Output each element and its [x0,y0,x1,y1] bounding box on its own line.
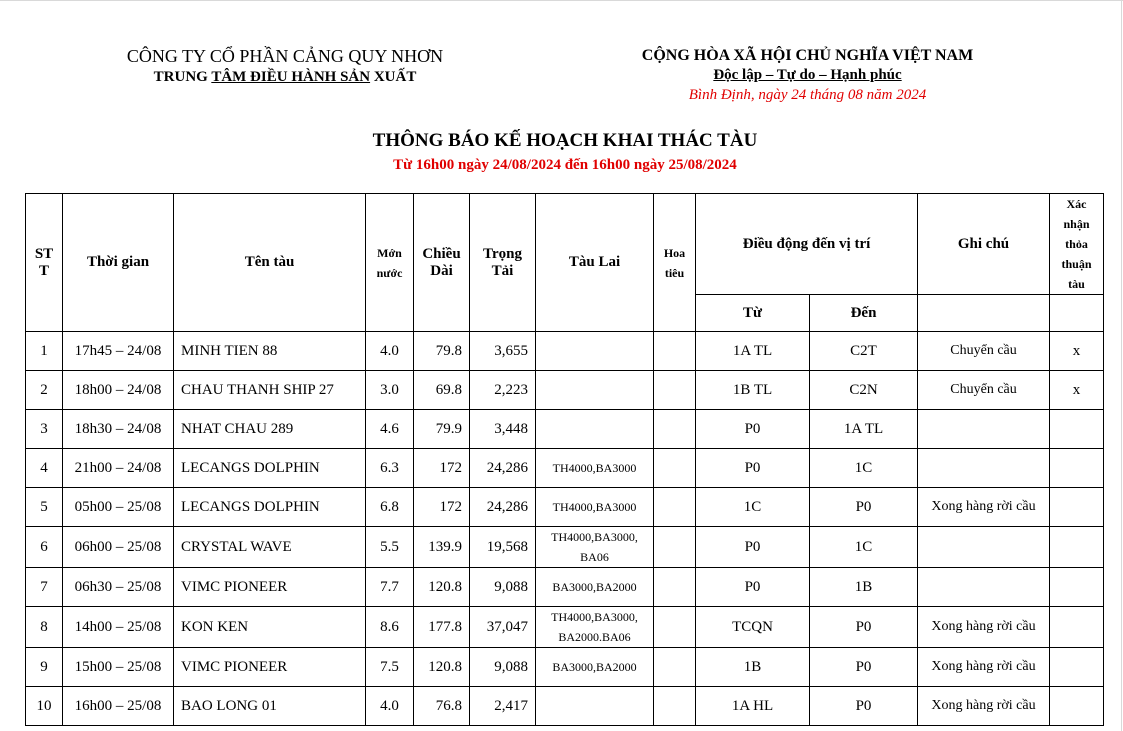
cell-dwt: 2,223 [470,371,536,410]
cell-draft: 5.5 [366,527,414,568]
col-pilot: Hoa tiêu [654,194,696,332]
notice-subtitle: Từ 16h00 ngày 24/08/2024 đến 16h00 ngày 25/08/2024 [393,157,737,173]
cell-time: 18h00 – 24/08 [63,371,174,410]
cell-stt: 7 [26,568,63,607]
cell-stt: 4 [26,449,63,488]
cell-dwt: 19,568 [470,527,536,568]
table-row [26,568,1104,607]
cell-length: 172 [414,449,470,488]
table-row [26,648,1104,687]
cell-pilot [654,687,696,726]
company-name: CÔNG TY CỔ PHẦN CẢNG QUY NHƠN [126,46,444,66]
cell-note [918,449,1050,488]
cell-length: 139.9 [414,527,470,568]
place-date: Bình Định, ngày 24 tháng 08 năm 2024 [688,87,927,103]
table-row [26,410,1104,449]
cell-tug: BA3000,BA2000 [536,648,654,687]
cell-stt: 2 [26,371,63,410]
cell-pilot [654,607,696,648]
cell-confirm [1050,687,1104,726]
cell-ship: CRYSTAL WAVE [174,527,366,568]
cell-tug: TH4000,BA3000, BA06 [536,527,654,568]
cell-time: 16h00 – 25/08 [63,687,174,726]
table-header-row [26,194,1104,295]
cell-confirm: x [1050,332,1104,371]
cell-pilot [654,488,696,527]
col-draft: Mớn nước [366,194,414,332]
cell-ship: KON KEN [174,607,366,648]
cell-from: 1B [696,648,810,687]
cell-stt: 8 [26,607,63,648]
cell-note [918,568,1050,607]
cell-ship: BAO LONG 01 [174,687,366,726]
col-confirm: Xác nhận thỏa thuận tàu [1050,194,1104,295]
cell-tug: TH4000,BA3000 [536,449,654,488]
cell-length: 76.8 [414,687,470,726]
cell-pilot [654,527,696,568]
cell-dwt: 9,088 [470,568,536,607]
cell-time: 06h30 – 25/08 [63,568,174,607]
cell-length: 172 [414,488,470,527]
cell-time: 17h45 – 24/08 [63,332,174,371]
cell-draft: 3.0 [366,371,414,410]
cell-ship: MINH TIEN 88 [174,332,366,371]
cell-time: 21h00 – 24/08 [63,449,174,488]
cell-draft: 6.3 [366,449,414,488]
cell-time: 05h00 – 25/08 [63,488,174,527]
cell-from: P0 [696,449,810,488]
cell-dwt: 3,448 [470,410,536,449]
cell-to: 1C [810,527,918,568]
department-name: TRUNG TÂM ĐIỀU HÀNH SẢN XUẤT [153,69,417,85]
cell-length: 79.8 [414,332,470,371]
cell-stt: 3 [26,410,63,449]
cell-draft: 7.7 [366,568,414,607]
cell-length: 177.8 [414,607,470,648]
page-right-border [1121,0,1122,731]
cell-from: P0 [696,527,810,568]
cell-time: 14h00 – 25/08 [63,607,174,648]
table-row [26,488,1104,527]
col-confirm-blank [1050,295,1104,332]
col-time: Thời gian [63,194,174,332]
cell-note [918,527,1050,568]
cell-to: 1A TL [810,410,918,449]
cell-confirm [1050,410,1104,449]
col-to: Đến [810,295,918,332]
col-dwt: Trọng Tải [470,194,536,332]
cell-to: C2T [810,332,918,371]
cell-ship: VIMC PIONEER [174,648,366,687]
cell-draft: 4.0 [366,687,414,726]
cell-ship: LECANGS DOLPHIN [174,449,366,488]
cell-dwt: 24,286 [470,449,536,488]
table-row [26,449,1104,488]
cell-ship: CHAU THANH SHIP 27 [174,371,366,410]
cell-from: P0 [696,410,810,449]
cell-tug [536,687,654,726]
cell-pilot [654,648,696,687]
cell-time: 06h00 – 25/08 [63,527,174,568]
cell-confirm [1050,527,1104,568]
cell-to: P0 [810,488,918,527]
cell-to: P0 [810,687,918,726]
cell-time: 18h30 – 24/08 [63,410,174,449]
cell-note: Chuyển cầu [918,332,1050,371]
cell-ship: LECANGS DOLPHIN [174,488,366,527]
cell-dwt: 9,088 [470,648,536,687]
table-row [26,607,1104,648]
cell-pilot [654,371,696,410]
cell-stt: 1 [26,332,63,371]
cell-tug [536,410,654,449]
cell-dwt: 3,655 [470,332,536,371]
cell-pilot [654,332,696,371]
table-row [26,687,1104,726]
cell-pilot [654,449,696,488]
cell-draft: 4.6 [366,410,414,449]
cell-confirm [1050,568,1104,607]
cell-draft: 8.6 [366,607,414,648]
cell-stt: 9 [26,648,63,687]
cell-from: P0 [696,568,810,607]
cell-draft: 6.8 [366,488,414,527]
cell-note: Xong hàng rời cầu [918,687,1050,726]
cell-to: P0 [810,648,918,687]
col-notes: Ghi chú [918,194,1050,295]
cell-ship: NHAT CHAU 289 [174,410,366,449]
republic-heading: CỘNG HÒA XÃ HỘI CHỦ NGHĨA VIỆT NAM [641,47,974,64]
cell-to: 1C [810,449,918,488]
cell-tug: TH4000,BA3000 [536,488,654,527]
cell-pilot [654,568,696,607]
cell-from: 1B TL [696,371,810,410]
cell-note: Xong hàng rời cầu [918,648,1050,687]
cell-length: 69.8 [414,371,470,410]
cell-note: Xong hàng rời cầu [918,488,1050,527]
col-notes-blank [918,295,1050,332]
col-move: Điều động đến vị trí [696,194,918,295]
motto: Độc lập – Tự do – Hạnh phúc [713,67,902,83]
cell-from: TCQN [696,607,810,648]
table-row [26,332,1104,371]
cell-note: Chuyển cầu [918,371,1050,410]
cell-stt: 6 [26,527,63,568]
cell-ship: VIMC PIONEER [174,568,366,607]
cell-from: 1A HL [696,687,810,726]
notice-title: THÔNG BÁO KẾ HOẠCH KHAI THÁC TÀU [372,130,758,151]
cell-confirm [1050,648,1104,687]
cell-confirm: x [1050,371,1104,410]
cell-tug [536,332,654,371]
cell-to: C2N [810,371,918,410]
cell-to: 1B [810,568,918,607]
col-stt: ST T [26,194,63,332]
cell-confirm [1050,607,1104,648]
cell-length: 79.9 [414,410,470,449]
cell-stt: 10 [26,687,63,726]
cell-to: P0 [810,607,918,648]
col-tug: Tàu Lai [536,194,654,332]
cell-time: 15h00 – 25/08 [63,648,174,687]
table-row [26,371,1104,410]
cell-confirm [1050,488,1104,527]
cell-note: Xong hàng rời cầu [918,607,1050,648]
cell-dwt: 2,417 [470,687,536,726]
vessel-plan-table [25,193,1104,726]
cell-draft: 4.0 [366,332,414,371]
col-length: Chiều Dài [414,194,470,332]
cell-length: 120.8 [414,568,470,607]
cell-tug: TH4000,BA3000, BA2000.BA06 [536,607,654,648]
cell-tug [536,371,654,410]
cell-pilot [654,410,696,449]
table-row [26,527,1104,568]
cell-dwt: 37,047 [470,607,536,648]
cell-tug: BA3000,BA2000 [536,568,654,607]
cell-from: 1A TL [696,332,810,371]
cell-draft: 7.5 [366,648,414,687]
col-ship: Tên tàu [174,194,366,332]
cell-stt: 5 [26,488,63,527]
page-top-border [0,0,1123,1]
cell-dwt: 24,286 [470,488,536,527]
cell-length: 120.8 [414,648,470,687]
cell-from: 1C [696,488,810,527]
cell-note [918,410,1050,449]
cell-confirm [1050,449,1104,488]
col-from: Từ [696,295,810,332]
